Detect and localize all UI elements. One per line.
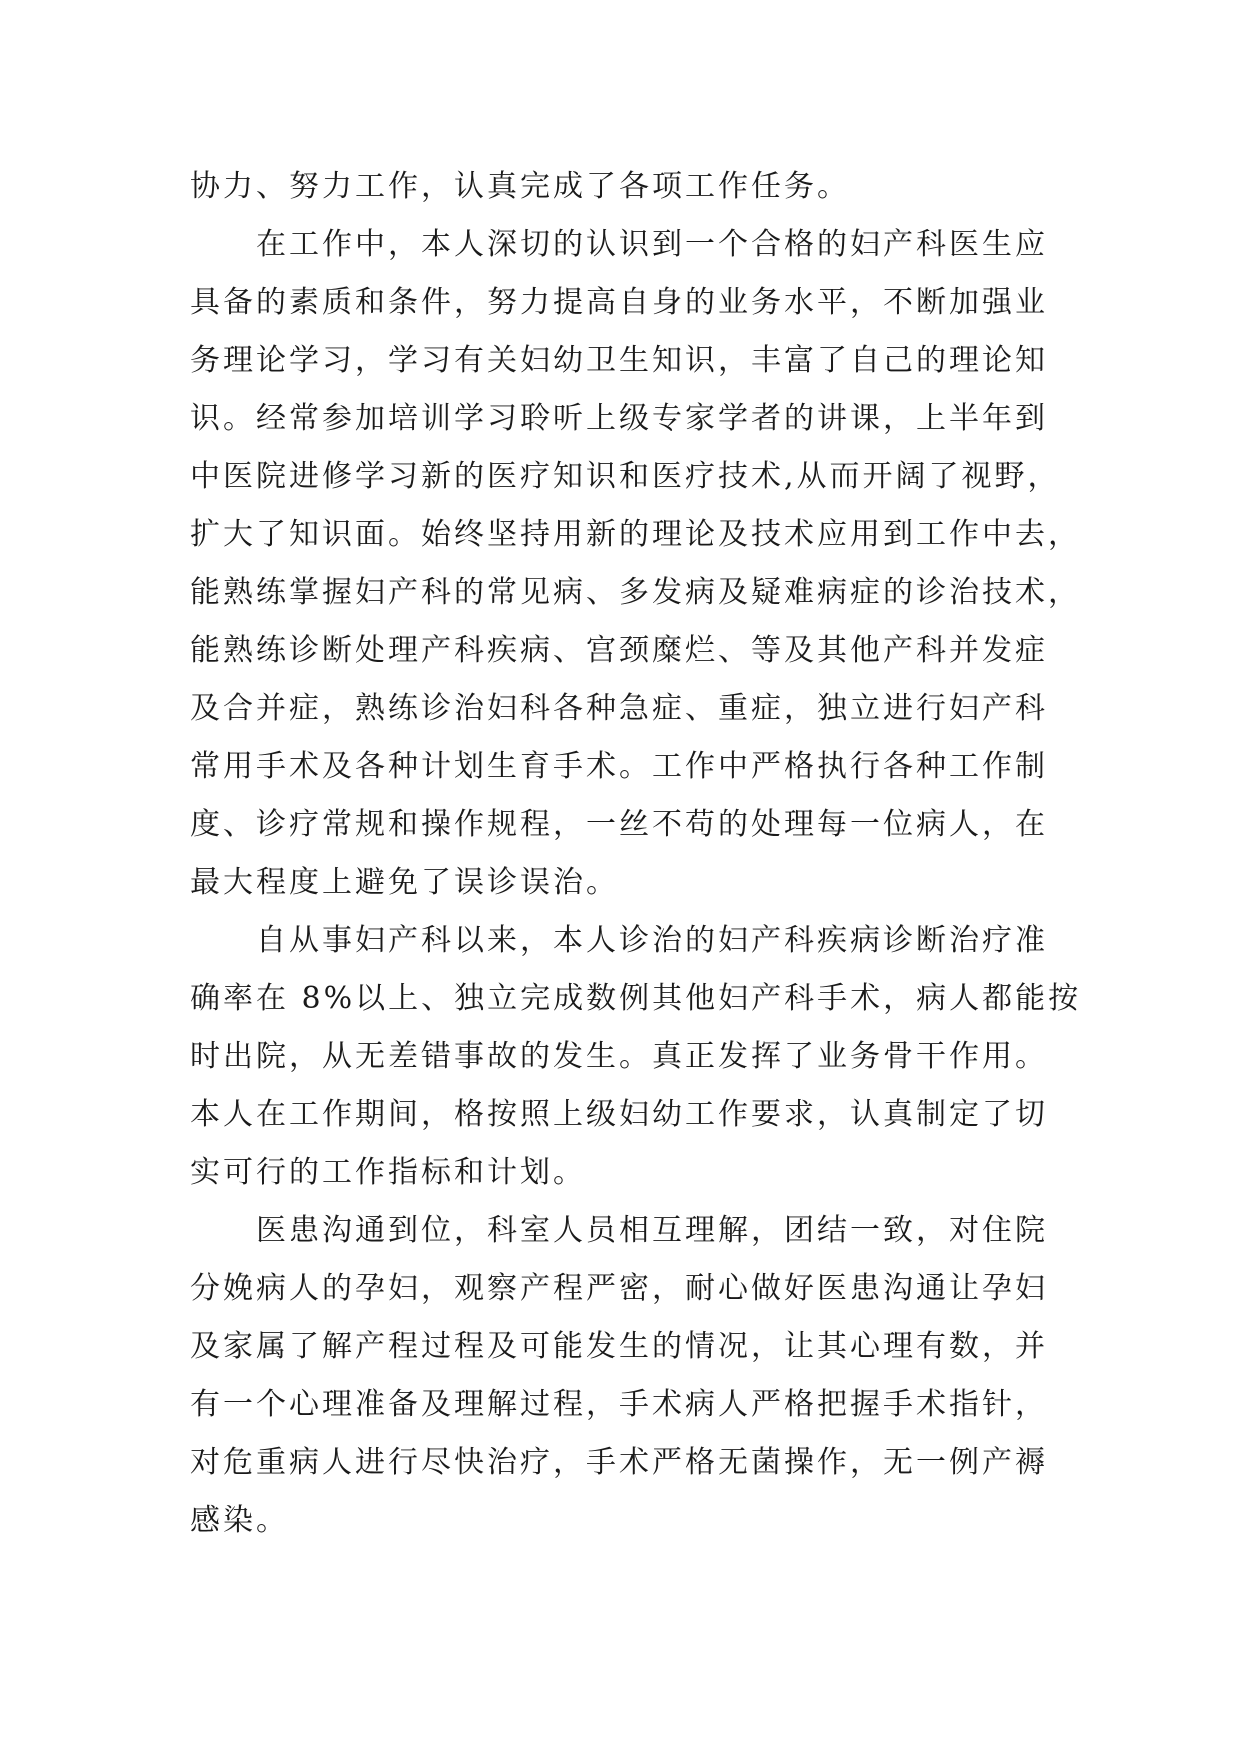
text-line: 实可行的工作指标和计划。 bbox=[190, 1155, 586, 1190]
text-line: 及家属了解产程过程及可能发生的情况，让其心理有数，并 bbox=[190, 1329, 1048, 1364]
paragraph bbox=[190, 912, 1082, 1202]
text-line: 协力、努力工作，认真完成了各项工作任务。 bbox=[190, 169, 850, 204]
paragraph bbox=[190, 216, 1081, 912]
text-line: 医患沟通到位，科室人员相互理解，团结一致，对住院 bbox=[256, 1213, 1048, 1248]
text-line: 本人在工作期间，格按照上级妇幼工作要求，认真制定了切 bbox=[190, 1097, 1048, 1132]
text-line: 最大程度上避免了误诊误治。 bbox=[190, 865, 619, 900]
text-line: 分娩病人的孕妇，观察产程严密，耐心做好医患沟通让孕妇 bbox=[190, 1271, 1048, 1306]
text-line: 感染。 bbox=[190, 1503, 289, 1538]
text-line: 确率在 8%以上、独立完成数例其他妇产科手术，病人都能按 bbox=[190, 981, 1082, 1016]
text-line: 自从事妇产科以来，本人诊治的妇产科疾病诊断治疗准 bbox=[256, 923, 1048, 958]
paragraph bbox=[190, 158, 1070, 216]
text-line: 能熟练诊断处理产科疾病、宫颈糜烂、等及其他产科并发症 bbox=[190, 633, 1048, 668]
text-line: 对危重病人进行尽快治疗，手术严格无菌操作，无一例产褥 bbox=[190, 1445, 1048, 1480]
text-line: 扩大了知识面。始终坚持用新的理论及技术应用到工作中去， bbox=[190, 517, 1081, 552]
text-line: 在工作中，本人深切的认识到一个合格的妇产科医生应 bbox=[256, 227, 1048, 262]
paragraph bbox=[190, 1202, 1070, 1550]
text-line: 能熟练掌握妇产科的常见病、多发病及疑难病症的诊治技术， bbox=[190, 575, 1081, 610]
text-line: 识。经常参加培训学习聆听上级专家学者的讲课，上半年到 bbox=[190, 401, 1048, 436]
text-line: 有一个心理准备及理解过程，手术病人严格把握手术指针， bbox=[190, 1387, 1048, 1422]
document-body bbox=[190, 158, 1082, 1550]
text-line: 度、诊疗常规和操作规程，一丝不苟的处理每一位病人，在 bbox=[190, 807, 1048, 842]
text-line: 务理论学习，学习有关妇幼卫生知识，丰富了自己的理论知 bbox=[190, 343, 1048, 378]
text-line: 时出院，从无差错事故的发生。真正发挥了业务骨干作用。 bbox=[190, 1039, 1048, 1074]
text-line: 常用手术及各种计划生育手术。工作中严格执行各种工作制 bbox=[190, 749, 1048, 784]
text-line: 及合并症，熟练诊治妇科各种急症、重症，独立进行妇产科 bbox=[190, 691, 1048, 726]
text-line: 中医院进修学习新的医疗知识和医疗技术,从而开阔了视野， bbox=[190, 459, 1061, 494]
text-line: 具备的素质和条件，努力提高自身的业务水平，不断加强业 bbox=[190, 285, 1048, 320]
